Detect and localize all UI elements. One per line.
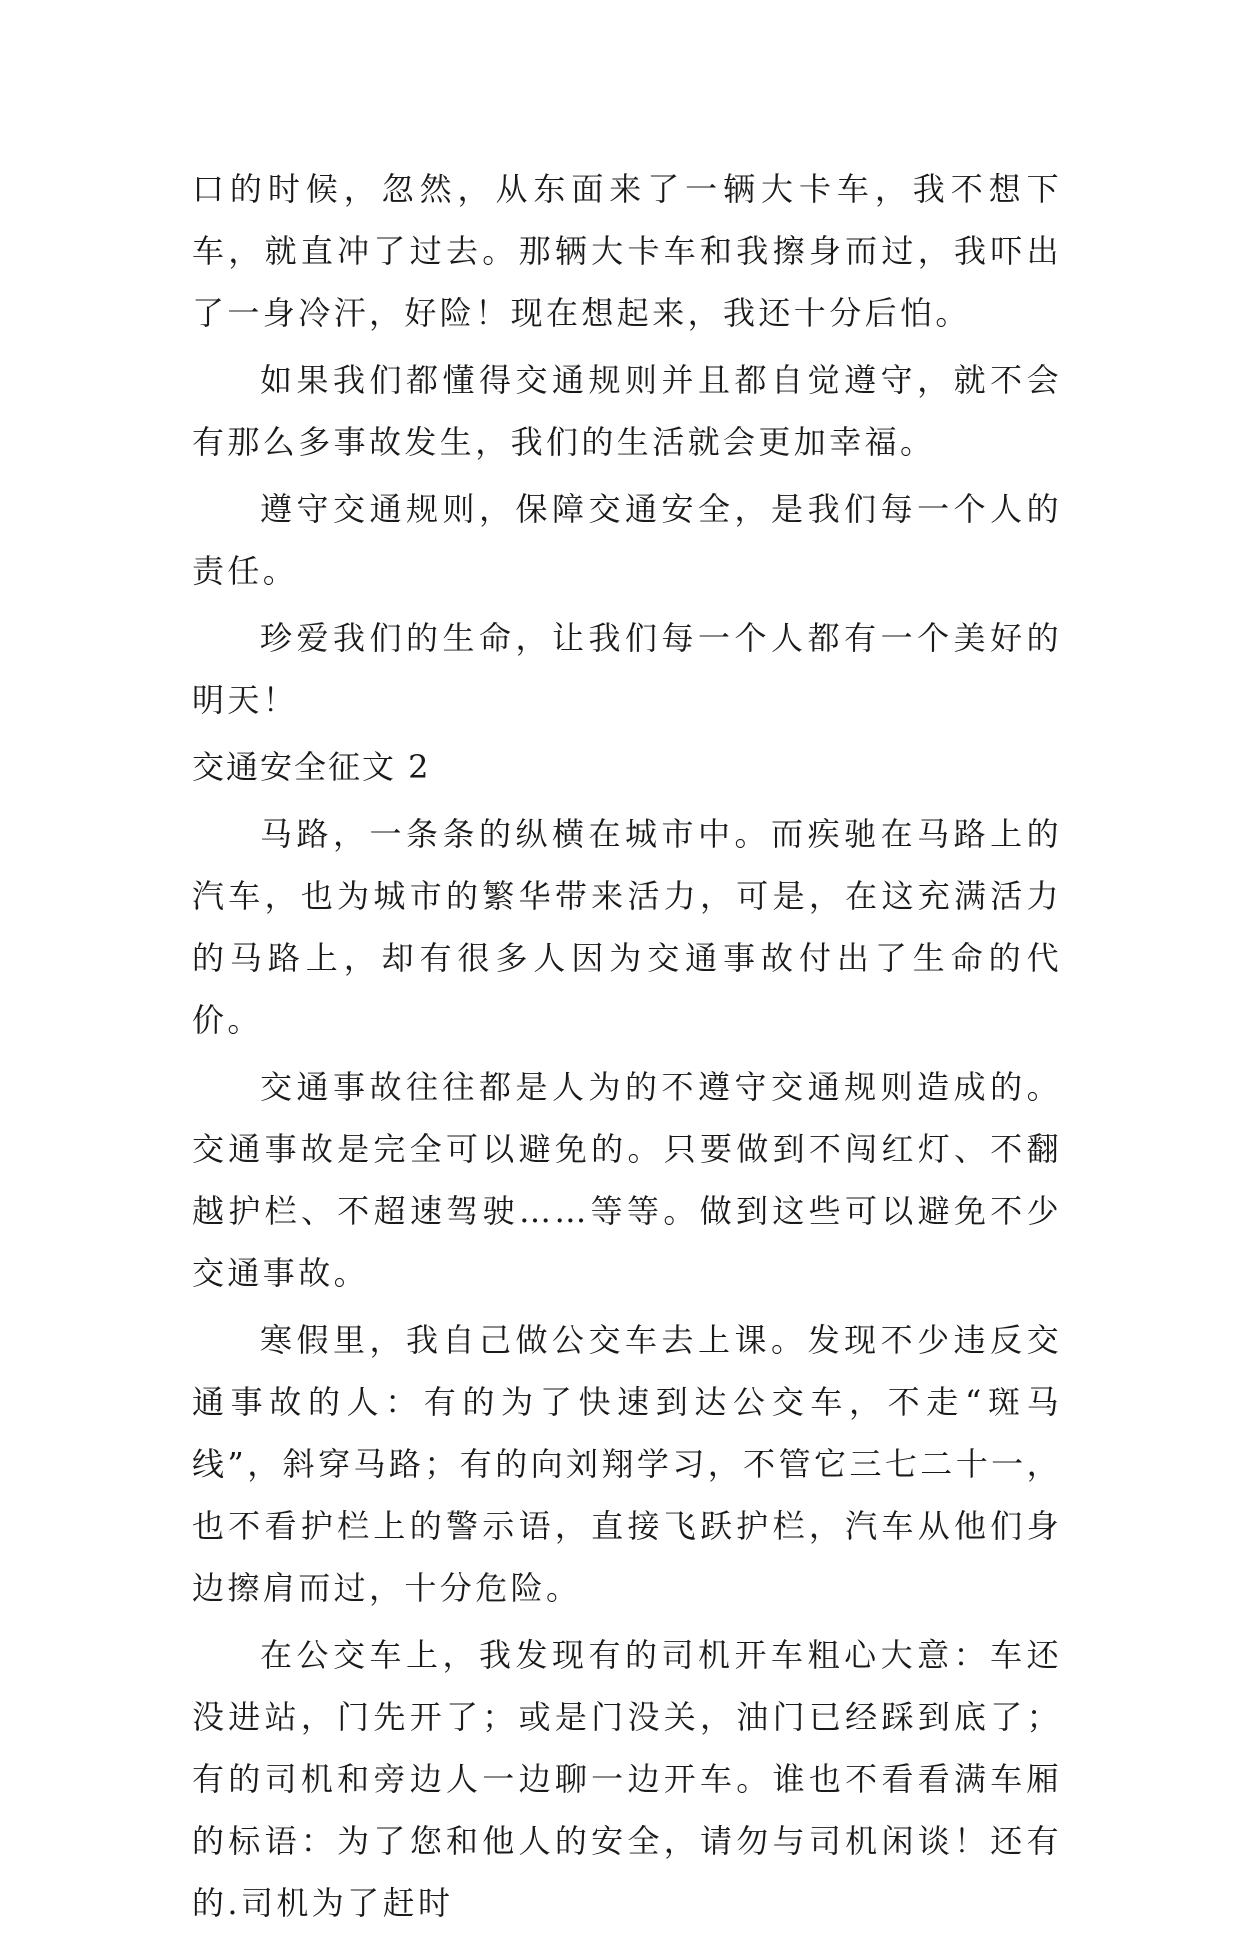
paragraph-bus-drivers: 在公交车上，我发现有的司机开车粗心大意：车还没进站，门先开了；或是门没关，油门已经踩到底了；有的司机和旁边人一边聊一边开车。谁也不看看满车厢的标语：为了您和他人的安全，请勿与司机闲谈！还有的.司机为了赶时	[192, 1636, 1062, 1922]
document-page	[192, 158, 1062, 1939]
section-title: 交通安全征文 2	[192, 748, 431, 786]
paragraph-cherish-life: 珍爱我们的生命，让我们每一个人都有一个美好的明天！	[192, 619, 1062, 719]
paragraph-roads: 马路，一条条的纵横在城市中。而疾驰在马路上的汽车，也为城市的繁华带来活力，可是，在这充满活力的马路上，却有很多人因为交通事故付出了生命的代价。	[192, 815, 1062, 1039]
paragraph-continued: 口的时候，忽然，从东面来了一辆大卡车，我不想下车，就直冲了过去。那辆大卡车和我擦身而过，我吓出了一身冷汗，好险！现在想起来，我还十分后怕。	[192, 170, 1062, 332]
paragraph-responsibility: 遵守交通规则，保障交通安全，是我们每一个人的责任。	[192, 490, 1062, 590]
paragraph-winter-break: 寒假里，我自己做公交车去上课。发现不少违反交通事故的人：有的为了快速到达公交车，不走“斑马线”，斜穿马路；有的向刘翔学习，不管它三七二十一，也不看护栏上的警示语，直接飞跃护栏，汽车从他们身边擦肩而过，十分危险。	[192, 1321, 1062, 1607]
paragraph-accidents-avoidable: 交通事故往往都是人为的不遵守交通规则造成的。交通事故是完全可以避免的。只要做到不闯红灯、不翻越护栏、不超速驾驶……等等。做到这些可以避免不少交通事故。	[192, 1068, 1062, 1292]
paragraph-rules-awareness: 如果我们都懂得交通规则并且都自觉遵守，就不会有那么多事故发生，我们的生活就会更加幸福。	[192, 361, 1062, 461]
